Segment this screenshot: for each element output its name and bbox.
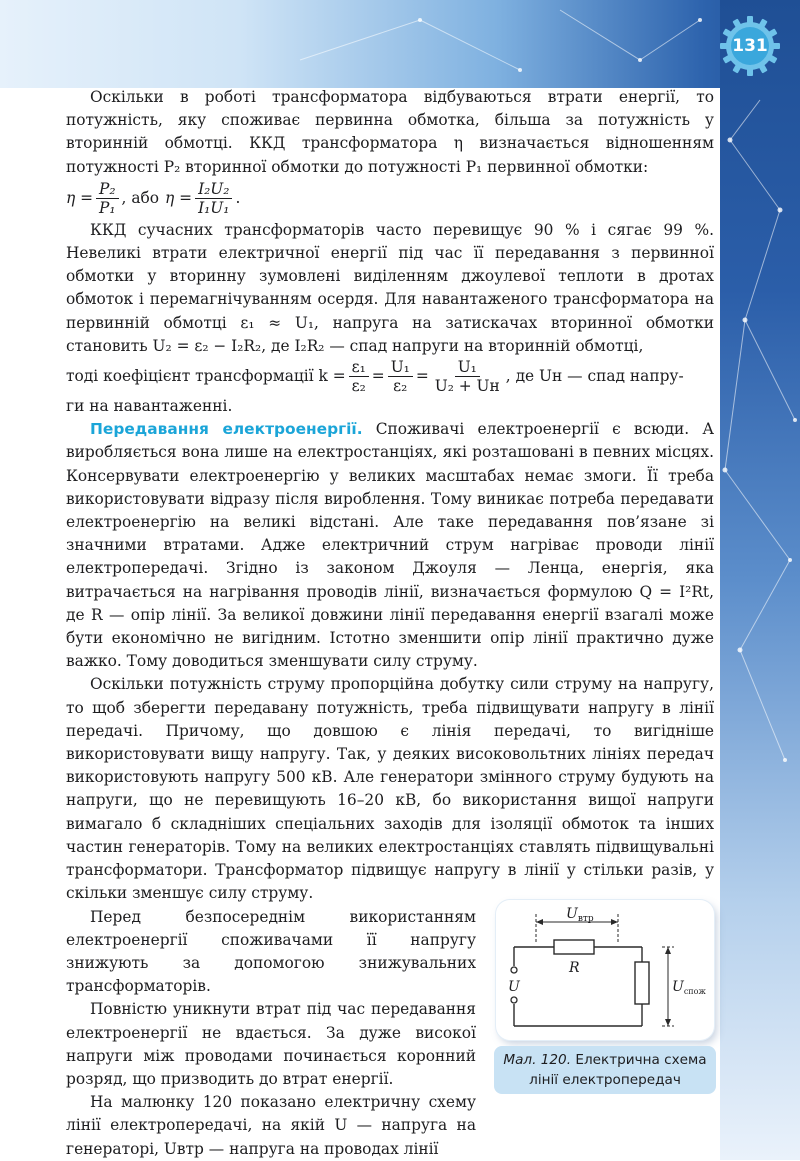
fraction-denominator: U₂ + Uн	[434, 377, 500, 396]
fraction-numerator: U₁	[388, 358, 413, 377]
label-uvtr: $U_{втр}$	[566, 906, 594, 924]
section-heading: Передавання електроенергії.	[90, 420, 363, 439]
circuit-diagram	[496, 900, 714, 1040]
k-prefix: тоді коефіцієнт трансформації k =	[66, 366, 346, 385]
equals-sign: =	[415, 366, 429, 385]
fraction-e1-e2	[349, 358, 369, 395]
formula-eta: η =	[66, 189, 94, 208]
k-suffix: , де Uн — спад напру-	[505, 366, 684, 385]
terminal	[511, 997, 517, 1003]
fraction-denominator: ε₂	[351, 377, 366, 396]
paragraph: Повністю уникнути втрат під час передавання електроенергії не вдається. За дуже високої напруги між проводами починається коронний розряд, що призводить до втрат енергії.	[66, 1000, 476, 1088]
paragraph: Оскільки потужність струму пропорційна добутку сили струму на напругу, то щоб зберегти передавану потужність, треба підвищувати напругу в лінії передачі. Причому, що довшою є лінія передачі, то вигідніше використовувати вищу напругу. Так, у деяких високовольтних лініях передач використовують напругу 500 кВ. Але генератори змінного струму будують на напруги, що не перевищують 16–20 кВ, бо використання вищої напруги вимагало б складніших спеціальних заходів для ізоляції обмоток та інших частин генераторів. Тому на великих електростанціях ставлять підвищувальні трансформатори. Трансформатор підвищує напругу в лінії у стільки разів, у скільки зменшує силу струму.	[66, 675, 714, 903]
figure-caption	[494, 1046, 716, 1094]
efficiency-formula	[66, 179, 714, 219]
fraction-denominator: P₁	[99, 199, 116, 218]
label-r: R	[569, 960, 580, 976]
paragraph-text: Споживачі електроенергії є всюди. А виробляється вона лише на електростанціях, які розташовані в певних місцях. Консервувати електроенергію у великих масштабах немає змоги. Її треба використовувати відразу після вироблення. Тому виникає потреба передавати електроенергію на великі відстані. Але таке передавання пов’язане зі значними втратами. Адже електричний струм нагріває проводи лінії електропередачі. Згідно із законом Джоуля — Ленца, енергія, яка витрачається на нагрівання проводів лінії, визначається формулою Q = I²Rt, де R — опір лінії. За великої довжини лінії передавання енергії взагалі може бути економічно не вигідним. Істотно зменшити опір лінії практично дуже важко. Тому доводиться зменшувати силу струму.	[66, 420, 714, 671]
page-number: 131	[732, 36, 768, 56]
paragraph: ККД сучасних трансформаторів часто перевищує 90 % і сягає 99 %. Невеликі втрати електричної енергії під час її передавання з первинної обмотки у вторинну зумовлені виділенням джоулевої теплоти в дротах обмоток і перемагнічуванням осердя. Для навантаженого трансформатора на первинній обмотці ε₁ ≈ U₁, напруга на затискачах вторинної обмотки становить U₂ = ε₂ − I₂R₂, де I₂R₂ — спад напруги на вторинній обмотці,	[66, 220, 714, 355]
fraction-numerator: P₂	[96, 180, 119, 199]
fraction-denominator: I₁U₁	[198, 199, 230, 218]
fraction-iu	[195, 180, 232, 217]
transformation-ratio-line	[66, 358, 714, 395]
terminal	[511, 967, 517, 973]
fraction-numerator: U₁	[455, 358, 480, 377]
section-paragraph	[66, 418, 714, 673]
resistor-r	[554, 940, 594, 954]
label-uspozh: $U_{спож}$	[672, 979, 706, 996]
paragraph: На малюнку 120 показано електричну схему лінії електропередачі, на якій U — напруга на генераторі, Uвтр — напруга на проводах лінії	[66, 1093, 476, 1158]
caption-text: Електрична схема лінії електропередач	[529, 1052, 707, 1088]
circuit-figure	[496, 900, 714, 1040]
fraction-u1-e2	[388, 358, 413, 395]
label-u: U	[508, 979, 520, 995]
caption-label: Мал. 120.	[503, 1052, 572, 1068]
fraction-numerator: I₂U₂	[195, 180, 232, 199]
fraction-p2-p1	[96, 180, 119, 217]
formula-end: .	[235, 189, 241, 208]
fraction-denominator: ε₂	[393, 377, 408, 396]
fraction-numerator: ε₁	[349, 358, 369, 377]
paragraph-continuation: ги на навантаженні.	[66, 397, 233, 416]
paragraph: Перед безпосереднім використанням електроенергії споживачами її напругу знижують за допомогою знижувальних трансформаторів.	[66, 907, 476, 996]
paragraph: Оскільки в роботі трансформатора відбуваються втрати енергії, то потужність, яку споживає первинна обмотка, більша за потужність у вторинній обмотці. ККД трансформатора η визначається відношенням потужності P₂ вторинної обмотки до потужності P₁ первинної обмотки:	[66, 88, 714, 176]
load-resistor	[635, 962, 649, 1004]
equals-sign: =	[371, 366, 385, 385]
fraction-u1-sum	[432, 358, 503, 395]
formula-or: , або	[121, 189, 160, 208]
formula-eta-2: η =	[165, 189, 193, 208]
